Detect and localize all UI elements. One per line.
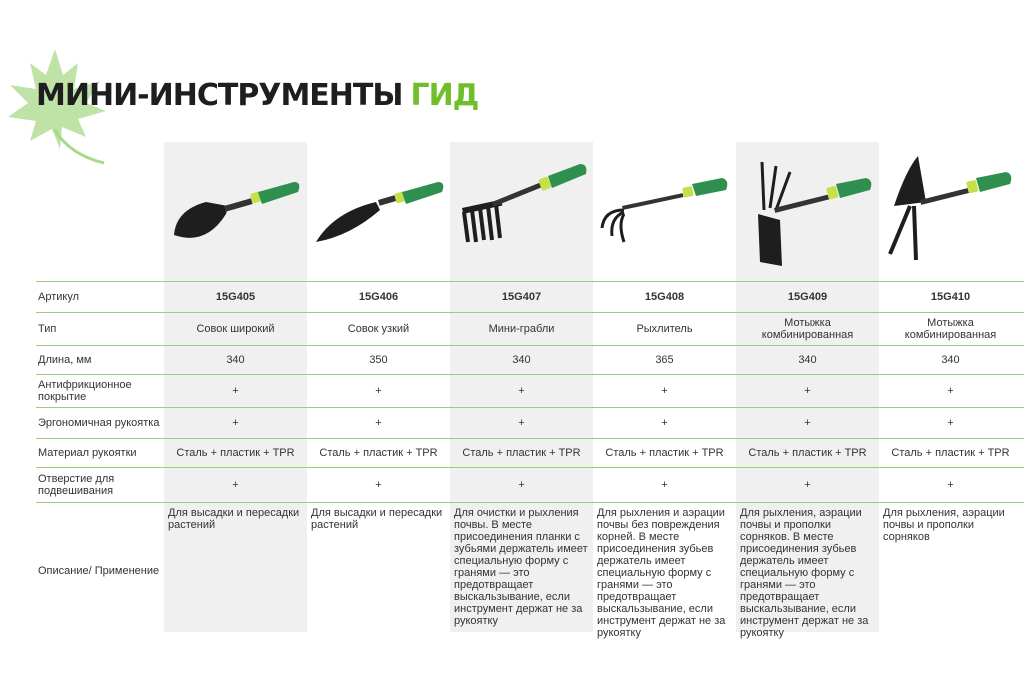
row-length <box>36 345 1024 374</box>
cell-description: Для рыхления и аэрации почвы без повреждения корней. В месте присоединения зубьев держатель имеет специальную форму с гранями — это предотвращает выскальзывание, если инструмент держат не за рукоятку <box>597 507 726 639</box>
cell-article: 15G407 <box>501 291 542 303</box>
cell-hole: + <box>232 479 239 491</box>
row-hole <box>36 467 1024 502</box>
cell-type: Мотыжка комбинированная <box>761 317 854 341</box>
combo-hoe-icon <box>738 150 878 275</box>
cell-description: Для высадки и пересадки растений <box>311 507 443 531</box>
cell-antifriction: + <box>518 385 525 397</box>
row-article <box>36 281 1024 312</box>
mini-rake-icon <box>452 150 592 275</box>
combo-hoe-pointed-icon <box>880 150 1020 275</box>
cell-length: 340 <box>226 354 245 366</box>
cell-ergonomic: + <box>518 417 525 429</box>
cell-article: 15G410 <box>930 291 971 303</box>
cell-hole: + <box>947 479 954 491</box>
cultivator-icon <box>594 150 734 275</box>
cell-length: 365 <box>655 354 674 366</box>
cell-length: 340 <box>798 354 817 366</box>
cell-length: 340 <box>941 354 960 366</box>
row-label: Длина, мм <box>38 354 92 366</box>
cell-ergonomic: + <box>375 417 382 429</box>
cell-type: Мини-грабли <box>488 323 555 335</box>
page-title <box>36 78 478 113</box>
cell-type: Рыхлитель <box>636 323 693 335</box>
cell-article: 15G408 <box>644 291 685 303</box>
row-ergonomic <box>36 407 1024 438</box>
row-label: Эргономичная рукоятка <box>38 417 160 429</box>
cell-ergonomic: + <box>232 417 239 429</box>
cell-antifriction: + <box>232 385 239 397</box>
cell-description: Для очистки и рыхления почвы. В месте присоединения планки с зубьями держатель имеет специальную форму с гранями — это предотвращает выскальзывание, если инструмент держат не за рукоятку <box>454 507 588 627</box>
cell-article: 15G405 <box>215 291 256 303</box>
cell-hole: + <box>804 479 811 491</box>
spec-table <box>36 281 1024 643</box>
cell-description: Для рыхления, аэрации почвы и прополки сорняков. В месте присоединения зубьев держатель имеет специальную форму с гранями — это предотвращает выскальзывание, если инструмент держат не за рукоятку <box>740 507 869 639</box>
wide-trowel-icon <box>166 150 306 275</box>
cell-material: Сталь + пластик + TPR <box>176 447 295 459</box>
cell-type: Совок узкий <box>347 323 410 335</box>
title-accent: ГИД <box>410 78 479 113</box>
cell-length: 350 <box>369 354 388 366</box>
cell-antifriction: + <box>375 385 382 397</box>
cell-antifriction: + <box>804 385 811 397</box>
row-type <box>36 312 1024 345</box>
cell-hole: + <box>661 479 668 491</box>
cell-type: Мотыжка комбинированная <box>904 317 997 341</box>
row-label: Описание/ Применение <box>38 564 160 577</box>
cell-ergonomic: + <box>804 417 811 429</box>
cell-material: Сталь + пластик + TPR <box>462 447 581 459</box>
row-antifriction <box>36 374 1024 407</box>
cell-material: Сталь + пластик + TPR <box>748 447 867 459</box>
cell-article: 15G406 <box>358 291 399 303</box>
row-label: Материал рукоятки <box>38 447 137 459</box>
cell-description: Для рыхления, аэрации почвы и прополки сорняков <box>883 507 1005 543</box>
cell-type: Совок широкий <box>196 323 275 335</box>
cell-hole: + <box>518 479 525 491</box>
cell-hole: + <box>375 479 382 491</box>
row-material <box>36 438 1024 467</box>
cell-article: 15G409 <box>787 291 828 303</box>
cell-material: Сталь + пластик + TPR <box>319 447 438 459</box>
cell-antifriction: + <box>661 385 668 397</box>
cell-ergonomic: + <box>661 417 668 429</box>
cell-material: Сталь + пластик + TPR <box>891 447 1010 459</box>
cell-antifriction: + <box>947 385 954 397</box>
row-label: Антифрикционное покрытие <box>38 379 132 403</box>
cell-length: 340 <box>512 354 531 366</box>
title-main: МИНИ-ИНСТРУМЕНТЫ <box>36 78 403 113</box>
row-label: Тип <box>38 323 57 335</box>
row-description <box>36 502 1024 643</box>
row-label: Отверстие для подвешивания <box>38 473 115 497</box>
cell-description: Для высадки и пересадки растений <box>168 507 300 531</box>
cell-ergonomic: + <box>947 417 954 429</box>
cell-material: Сталь + пластик + TPR <box>605 447 724 459</box>
narrow-trowel-icon <box>310 150 450 275</box>
row-label: Артикул <box>38 291 80 303</box>
